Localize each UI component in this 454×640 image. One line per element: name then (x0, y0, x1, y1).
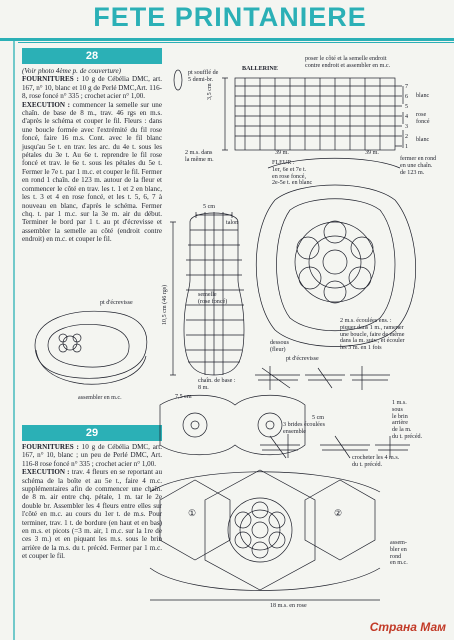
section-28-fournitures: 10 g de Cébélia DMC, art. 167, n° 10, blanc et 10 g de Perlé DMC,Art. 116-8, rose foncé n° 335 ; crochet acier n° 1,00. (22, 75, 162, 101)
section-29-badge: 29 (22, 425, 162, 441)
label-dessous: dessous (fleur) (270, 340, 289, 353)
motif-number-1: ① (188, 508, 197, 518)
row-number-3: 3 (405, 124, 409, 130)
label-ballerine: BALLERINE (242, 66, 278, 72)
section-28-intro: (Voir photo 4ème p. de couverture) (22, 67, 122, 75)
row-number-1: 1 (405, 144, 409, 150)
row-number-6: 6 (405, 94, 409, 100)
section-28-badge: 28 (22, 48, 162, 64)
label-18ms-rose: 18 m.s. en rose (270, 603, 307, 609)
label-fermer-rond: fermer en rond en une chaîn. de 123 m. (400, 156, 437, 176)
label-pt-ecrevisse-top: pt d'écrevisse (286, 356, 319, 362)
label-pt-ecrevisse-left: pt d'écrevisse (100, 300, 133, 306)
label-dim-75: 7,5 cm (175, 394, 192, 400)
section-29-fournitures-head: FOURNITURES : (22, 443, 79, 451)
label-rose-fonce: rose foncé (416, 112, 430, 125)
label-fleur: FLEUR : 1er, 6e et 7e t. en rose foncé, 2e-5e t. en blanc (272, 160, 313, 187)
label-semelle: semelle (rose foncé) (198, 292, 228, 305)
label-39m-b: 39 m. (365, 150, 379, 156)
row-number-7: 7 (405, 84, 409, 90)
section-28-execution: commencer la semelle sur une chaîn. de base de 8 m., trav. 46 rgs en m.s. d'après le schéma et couper le fil. Fleurs : dans une boucle formée avec l'extrémité du fil rose foncé, faire 16 m.s. Cont. avec le fil blanc jusqu'au 5e t. en trav. les arc. du 4e t. sous les pétales du 3e t. Au 6e t. reprendre le fil rose foncé et trav. le 6e t. sous les pétales du 5e t. Fermer le 7e t. par 1 m.c. et couper le fil. Fermer en rond 1 chaîn. de 123 m. autour de la fleur et commencer le côté en trav. les t. 1 et 2 en blanc, les t. 3 et 4 en rose foncé, et les t. 5, 6, 7 à nouveau en blanc, d'après le schéma. Fermer chq. t. par 1 m.c. sur la 3e m. air du début. Terminer le bord par 1 t. au pt d'écrevisse et assembler la semelle au côté (endroit contre endroit) en m.c. et couper le fil. (22, 100, 162, 244)
stitch-illustrations (255, 366, 410, 458)
label-brides: 3 brides écoulées ensemble (283, 422, 325, 435)
label-talon: talon (226, 220, 239, 226)
watermark: Страна Мам (369, 620, 446, 634)
section-28-fournitures-head: FOURNITURES : (22, 75, 79, 84)
label-poser: poser le côté et la semelle endroit contre endroit et assembler en m.c. (305, 56, 391, 69)
section-29-execution-head: EXECUTION : (22, 468, 70, 477)
label-assembler: assembler en m.c. (78, 395, 122, 401)
section-28-execution-head: EXECUTION : (22, 100, 70, 109)
motif-number-2: ② (334, 508, 343, 518)
label-ecoulees: 2 m.s. écoulées ens. : piquer dans 1 m., ramener une boucle, faire de même dans la m. suiv., et écouler les 3 m. en 1 fois (340, 318, 405, 352)
label-dim-5: 5 cm (203, 204, 216, 210)
section-29-execution: trav. 4 fleurs en se reportant au schéma de la boîte et au 5e t., faire 4 m.c. supplémentaires afin de commencer une chaîn. de 8 m. air entre chq. pétale, 1 m. tar le 2e double br. Assembler les 4 fleurs entre elles sur l'côté en m.c. au cours du 1er t. de m.s. Pour terminer, trav. 1 t. de bordure (en haut et en bas) en m.s. et picots (=3 m. air, 1 m.c. sur la 1re de ces 3 m.) et en piquant les m.s. sous le brin arrière de la m.s. du t. précéd. Fermer par 1 m.c. et couper le fil. (22, 468, 162, 561)
row-number-2: 2 (405, 134, 409, 140)
row-number-4: 4 (405, 114, 409, 120)
label-pt-souffle: pt soufflé de 5 demi-br. (188, 70, 219, 83)
label-39m-a: 39 m. (275, 150, 289, 156)
label-blanc-bottom: blanc (416, 137, 430, 143)
row-number-5: 5 (405, 104, 409, 110)
label-chain-base: chaîn. de base : 8 m. (198, 378, 236, 391)
label-dim-105: 10,5 cm (46 rgs) (162, 284, 168, 325)
page-title: FETE PRINTANIERE (93, 2, 367, 32)
hexagon-motifs (150, 470, 380, 600)
label-dim-5b: 5 cm (312, 415, 325, 421)
label-assembler-rond: assem- bler en rond en m.c. (390, 540, 408, 567)
label-blanc-top: blanc (416, 93, 430, 99)
slipper-sketch (35, 311, 147, 384)
label-ms-same: 2 m.s. dans la même m. (185, 150, 214, 163)
label-dim-35: 3,5 cm (207, 83, 213, 100)
label-crocheter: crocheter les 4 m.s. du t. précéd. (352, 455, 400, 468)
label-ms-brin: 1 m.s. sous le brin arrière de la m. du t. précéd. (392, 400, 423, 440)
section-29-fournitures: 10 g de Cébélia DMC, art. 167, n° 10, blanc ; un peu de Perlé DMC, Art. 116-8 rose foncé n° 335 ; crochet acier n° 1,00. (22, 443, 162, 468)
